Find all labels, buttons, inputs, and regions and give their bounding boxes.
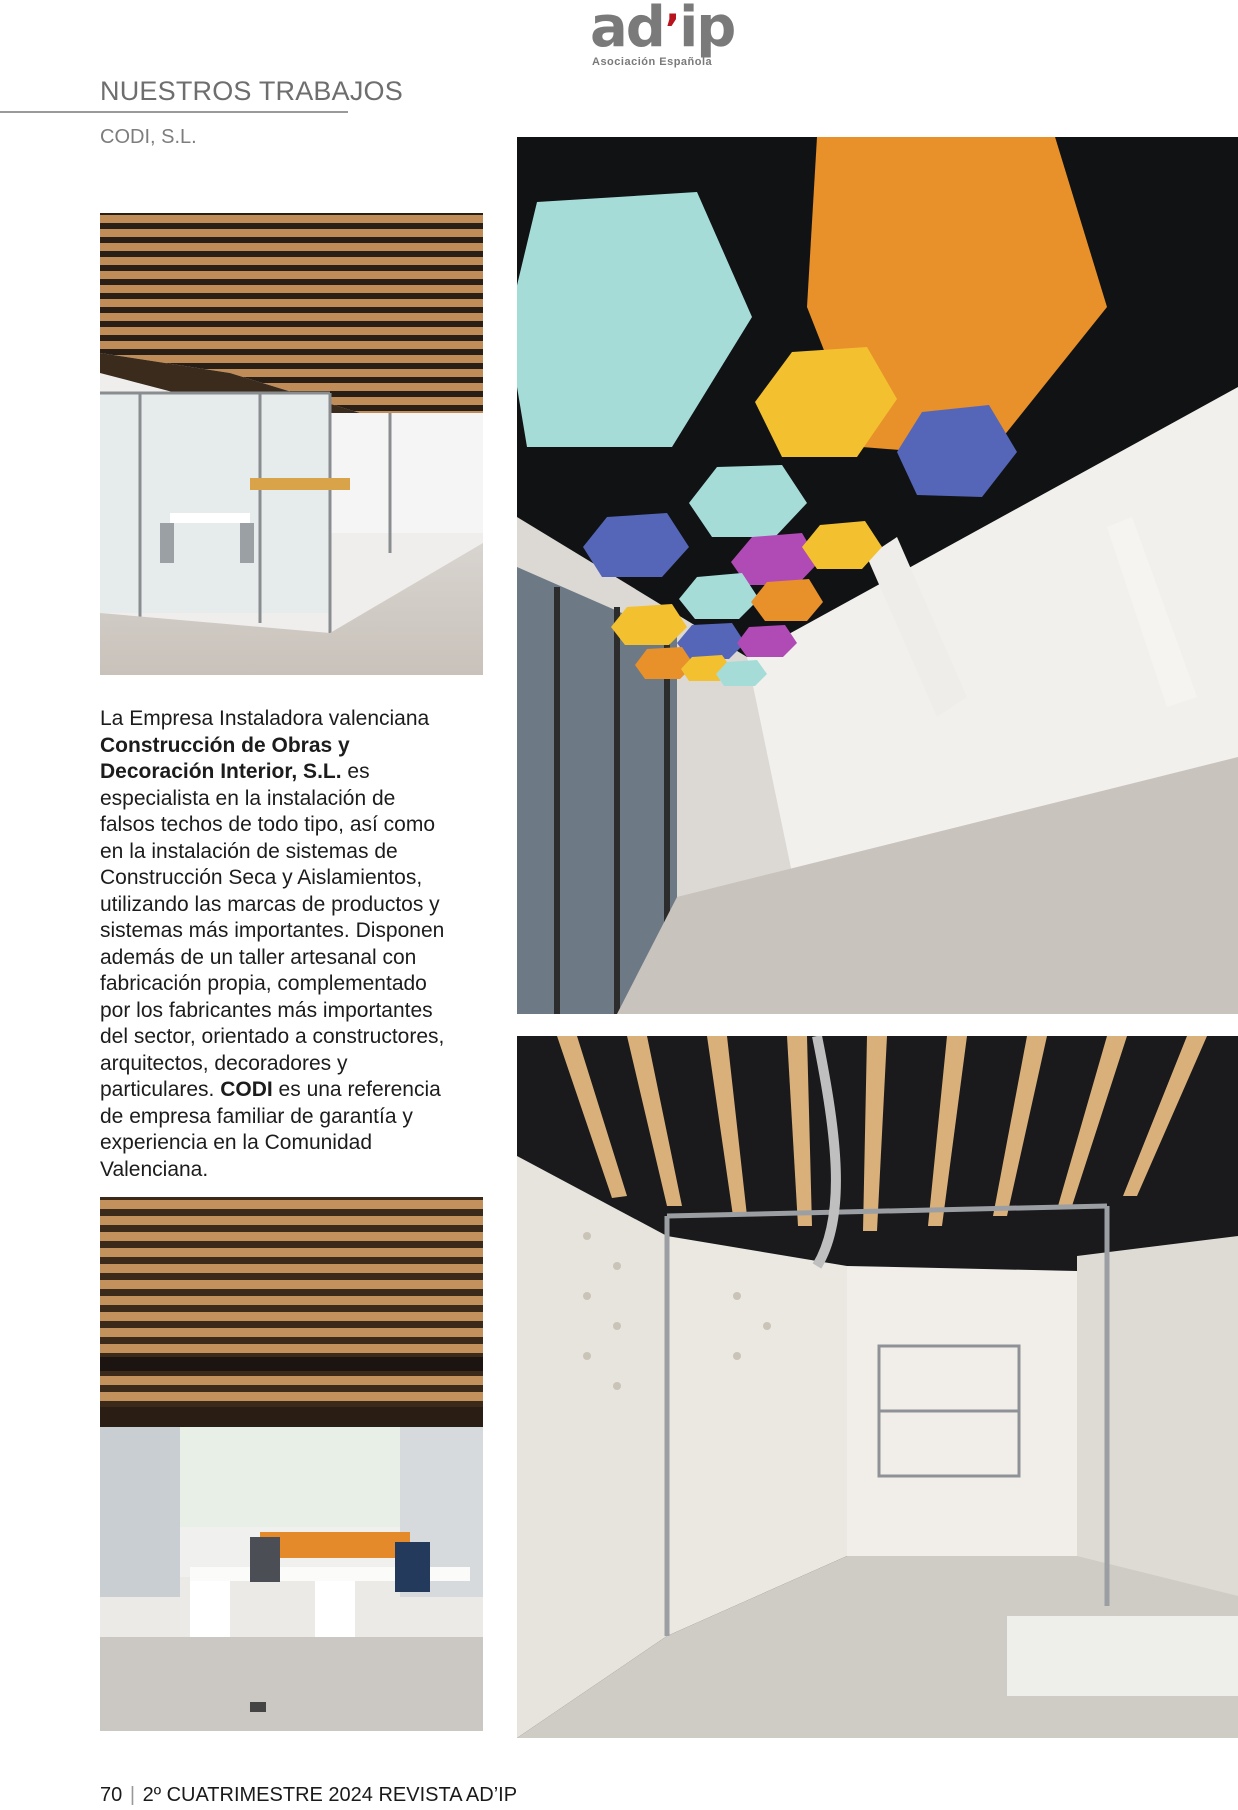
photo-glass-meeting-room-drawing <box>100 213 483 675</box>
article-text-closing: es una referencia de empresa familiar de garantía y experiencia en la Comunidad Valenciana. <box>100 1078 441 1181</box>
page-footer <box>100 1784 517 1807</box>
article-text-intro: La Empresa Instaladora valenciana <box>100 707 430 730</box>
photo-open-office <box>100 1197 483 1731</box>
photo-open-office-drawing <box>100 1197 483 1731</box>
photo-construction-site <box>517 1036 1238 1738</box>
logo-mark <box>590 0 750 60</box>
photo-hexagon-panels-drawing <box>517 137 1238 1014</box>
section-title: NUESTROS TRABAJOS <box>100 76 403 106</box>
photo-construction-site-drawing <box>517 1036 1238 1738</box>
article-body <box>100 706 455 1183</box>
page-number: 70 <box>100 1784 123 1806</box>
photo-hexagon-panels <box>517 137 1238 1014</box>
company-name: CODI, S.L. <box>100 126 197 148</box>
footer-edition: 2º CUATRIMESTRE 2024 <box>142 1784 373 1806</box>
article-text-main: es especialista en la instalación de falsos techos de todo tipo, así como en la instalación de sistemas de Construcción Seca y Aislamientos, utilizando las marcas de productos y sistemas más importantes. Disponen además de un taller artesanal con fabricación propia, complementado por los fabricantes más importantes del sector, orientado a constructores, arquitectos, decoradores y particulares. <box>100 760 445 1101</box>
footer-separator: | <box>129 1784 136 1806</box>
adip-logo <box>590 0 750 70</box>
section-divider <box>0 111 348 113</box>
logo-mark-right: ip <box>679 0 735 60</box>
article-codi: CODI <box>220 1078 273 1101</box>
logo-subtitle: Asociación Española <box>592 56 713 68</box>
photo-glass-meeting-room <box>100 213 483 675</box>
footer-magazine: REVISTA AD’IP <box>378 1784 518 1806</box>
logo-mark-tick: ’ <box>664 7 679 53</box>
article-company-name: Construcción de Obras y Decoración Interior, S.L. <box>100 733 350 783</box>
logo-mark-left: ad <box>590 0 664 60</box>
